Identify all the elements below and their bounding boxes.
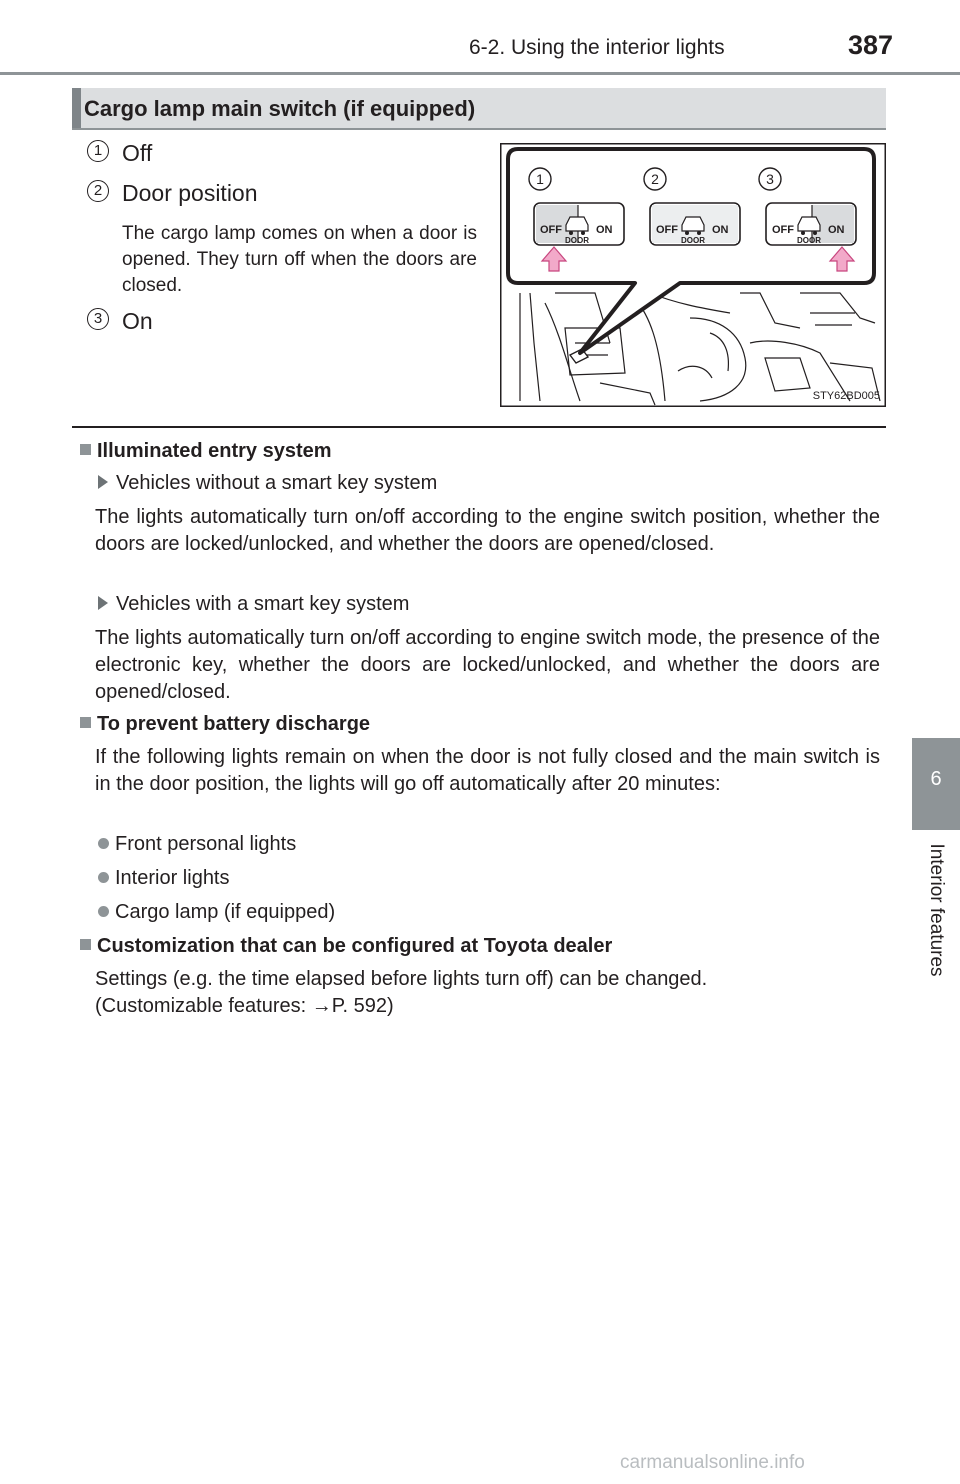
sub-without-smart-key <box>98 472 437 495</box>
box-rule <box>72 128 886 130</box>
text-customization-2: (Customizable features: →P. 592) <box>95 995 394 1017</box>
bullet-text: Interior lights <box>115 867 230 889</box>
heading-customization <box>80 935 612 958</box>
callout-1: 1 <box>536 171 544 187</box>
heading-text: Illuminated entry system <box>97 440 332 462</box>
heading-battery <box>80 713 370 736</box>
switch-1-off: OFF <box>540 224 562 236</box>
heading-text: To prevent battery discharge <box>97 713 371 735</box>
item-label-door: Door position <box>122 180 258 206</box>
car-icon <box>566 217 588 231</box>
item-number-3: 3 <box>87 308 109 330</box>
triangle-bullet-icon <box>98 475 108 489</box>
item-label-on: On <box>122 308 153 334</box>
switch-3-off: OFF <box>772 224 794 236</box>
switch-2-door: DOOR <box>681 236 705 245</box>
text-without-smart-key: The lights automatically turn on/off according to the engine switch position, whether the doors are locked/unlocked, and whether the doors are opened/closed. <box>95 506 880 555</box>
box-bottom-rule <box>72 426 886 428</box>
triangle-bullet-icon <box>98 596 108 610</box>
car-icon <box>682 217 704 231</box>
item-label-off: Off <box>122 140 153 166</box>
page-number: 387 <box>848 30 894 60</box>
item-description-door: The cargo lamp comes on when a door is opened. They turn off when the doors are closed. <box>122 223 477 296</box>
box-title: Cargo lamp main switch (if equipped) <box>84 96 476 121</box>
switch-1-door: DOOR <box>565 236 589 245</box>
heading-text: Customization that can be configured at Toyota dealer <box>97 935 613 957</box>
switch-1-on: ON <box>596 224 613 236</box>
item-number-2: 2 <box>87 180 109 202</box>
chapter-title: Interior features <box>926 843 947 977</box>
sub-text: Vehicles with a smart key system <box>116 593 410 615</box>
callout-2: 2 <box>651 171 659 187</box>
car-icon <box>798 217 820 231</box>
heading-illuminated-entry <box>80 440 332 463</box>
cargo-switch-figure <box>500 143 886 407</box>
switch-door-state <box>650 203 740 245</box>
bullet-interior <box>98 867 230 890</box>
square-bullet-icon <box>80 444 91 455</box>
switch-off-state <box>534 203 624 245</box>
switch-3-on: ON <box>828 224 845 236</box>
chapter-number: 6 <box>930 768 942 790</box>
text-battery: If the following lights remain on when the door is not fully closed and the main switch is in the door position, the lights will go off automatically after 20 minutes: <box>95 746 880 795</box>
round-bullet-icon <box>98 838 109 849</box>
chapter-tab <box>912 738 960 830</box>
text-with-smart-key: The lights automatically turn on/off according to engine switch mode, the presence of the electronic key, whether the doors are locked/unlocked, and whether the doors are opened/closed. <box>95 627 880 703</box>
square-bullet-icon <box>80 717 91 728</box>
switch-2-off: OFF <box>656 224 678 236</box>
sub-with-smart-key <box>98 593 409 616</box>
bullet-text: Cargo lamp (if equipped) <box>115 901 336 923</box>
watermark: carmanualsonline.info <box>620 1452 805 1473</box>
square-bullet-icon <box>80 939 91 950</box>
header-rule <box>0 72 960 75</box>
switch-3-door: DOOR <box>797 236 821 245</box>
figure-code: STY62BD005 <box>812 390 880 402</box>
bullet-cargo <box>98 901 335 924</box>
round-bullet-icon <box>98 906 109 917</box>
sub-text: Vehicles without a smart key system <box>116 472 438 494</box>
switch-on-state <box>766 203 856 245</box>
callout-3: 3 <box>766 171 774 187</box>
bullet-text: Front personal lights <box>115 833 297 855</box>
item-number-1: 1 <box>87 140 109 162</box>
section-title: 6-2. Using the interior lights <box>469 36 725 59</box>
switch-2-on: ON <box>712 224 729 236</box>
bullet-front-personal <box>98 833 296 856</box>
text-customization-1: Settings (e.g. the time elapsed before lights turn off) can be changed. <box>95 968 708 990</box>
round-bullet-icon <box>98 872 109 883</box>
